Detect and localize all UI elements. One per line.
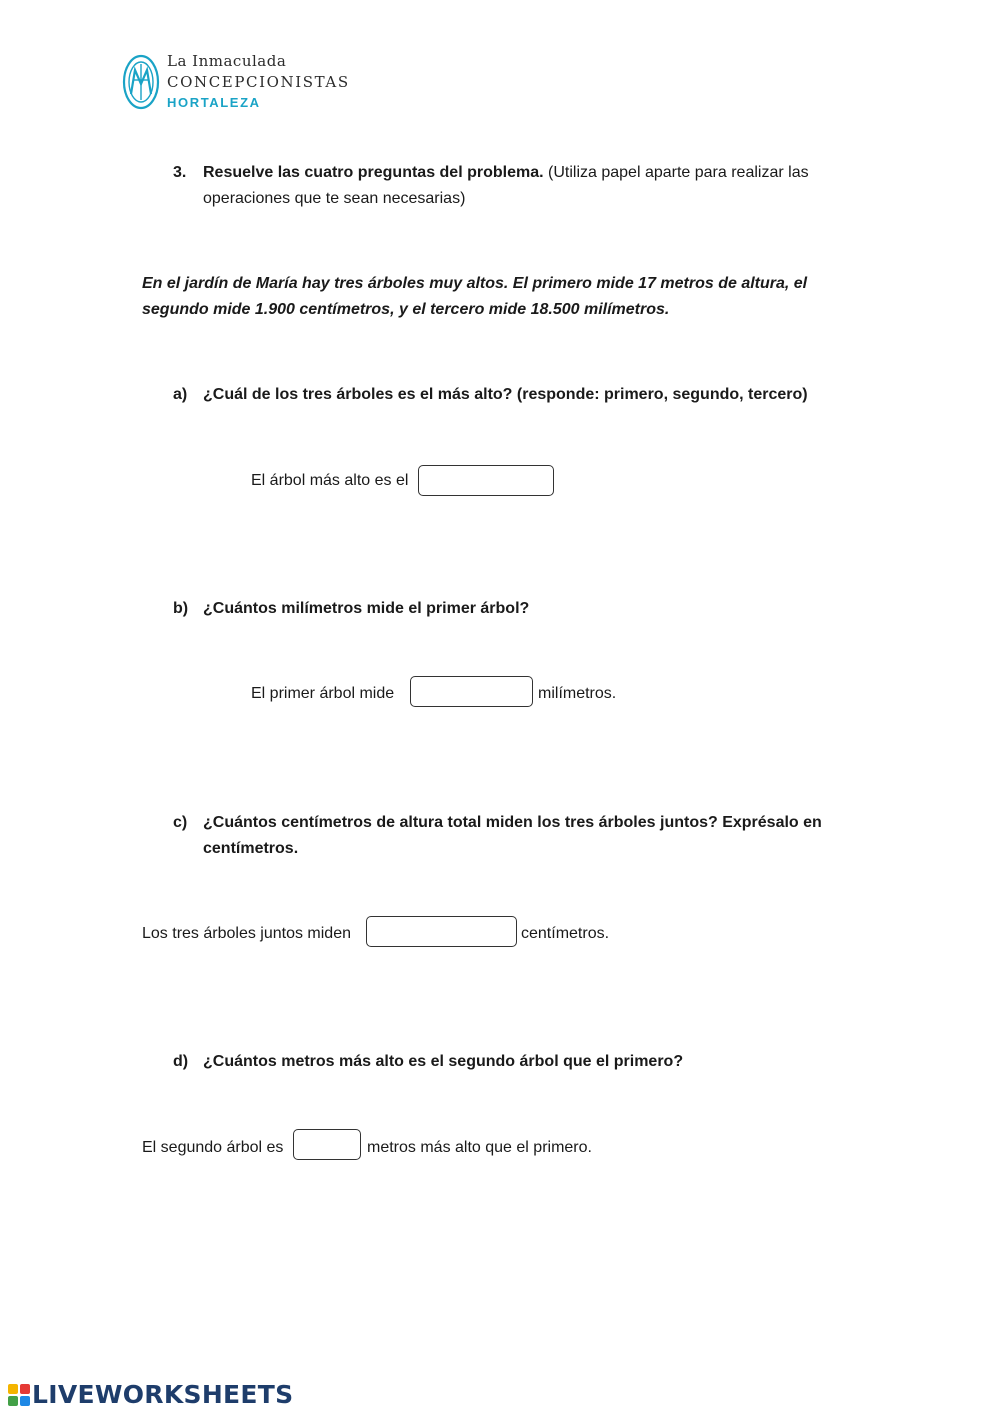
problem-line2: segundo mide 1.900 centímetros, y el tercero mide 18.500 milímetros. [142, 301, 670, 318]
exercise-note-line1: (Utiliza papel aparte para realizar las [548, 164, 809, 181]
answer-b-suffix: milímetros. [538, 685, 617, 702]
liveworksheets-logo-icon [8, 1384, 30, 1406]
school-name-line3: HORTALEZA [167, 95, 261, 110]
question-c-text-line2: centímetros. [203, 840, 299, 857]
exercise-note-line2: operaciones que te sean necesarias) [203, 190, 466, 207]
school-name-line2: CONCEPCIONISTAS [167, 73, 350, 91]
school-emblem-icon [122, 54, 160, 110]
answer-b-prefix: El primer árbol mide [251, 685, 395, 702]
answer-b-input[interactable] [410, 676, 533, 707]
exercise-number: 3. [173, 164, 187, 181]
answer-a-prefix: El árbol más alto es el [251, 472, 409, 489]
liveworksheets-brand[interactable]: LIVEWORKSHEETS [32, 1380, 294, 1409]
answer-d-input[interactable] [293, 1129, 361, 1160]
answer-d-suffix: metros más alto que el primero. [367, 1139, 592, 1156]
question-d-text: ¿Cuántos metros más alto es el segundo árbol que el primero? [203, 1053, 684, 1070]
question-c-letter: c) [173, 814, 188, 831]
answer-a-input[interactable] [418, 465, 554, 496]
question-b-text: ¿Cuántos milímetros mide el primer árbol? [203, 600, 530, 617]
question-a-text: ¿Cuál de los tres árboles es el más alto? (responde: primero, segundo, tercero) [203, 386, 808, 403]
question-c-text-line1: ¿Cuántos centímetros de altura total miden los tres árboles juntos? Exprésalo en [203, 814, 822, 831]
answer-c-input[interactable] [366, 916, 517, 947]
problem-line1: En el jardín de María hay tres árboles muy altos. El primero mide 17 metros de altura, el [142, 275, 808, 292]
exercise-instruction [203, 160, 809, 186]
question-b-letter: b) [173, 600, 189, 617]
answer-d-prefix: El segundo árbol es [142, 1139, 284, 1156]
school-name-line1: La Inmaculada [167, 52, 287, 70]
exercise-title: Resuelve las cuatro preguntas del problema. [203, 164, 544, 181]
answer-c-suffix: centímetros. [521, 925, 610, 942]
question-a-letter: a) [173, 386, 188, 403]
answer-c-prefix: Los tres árboles juntos miden [142, 925, 351, 942]
question-d-letter: d) [173, 1053, 189, 1070]
